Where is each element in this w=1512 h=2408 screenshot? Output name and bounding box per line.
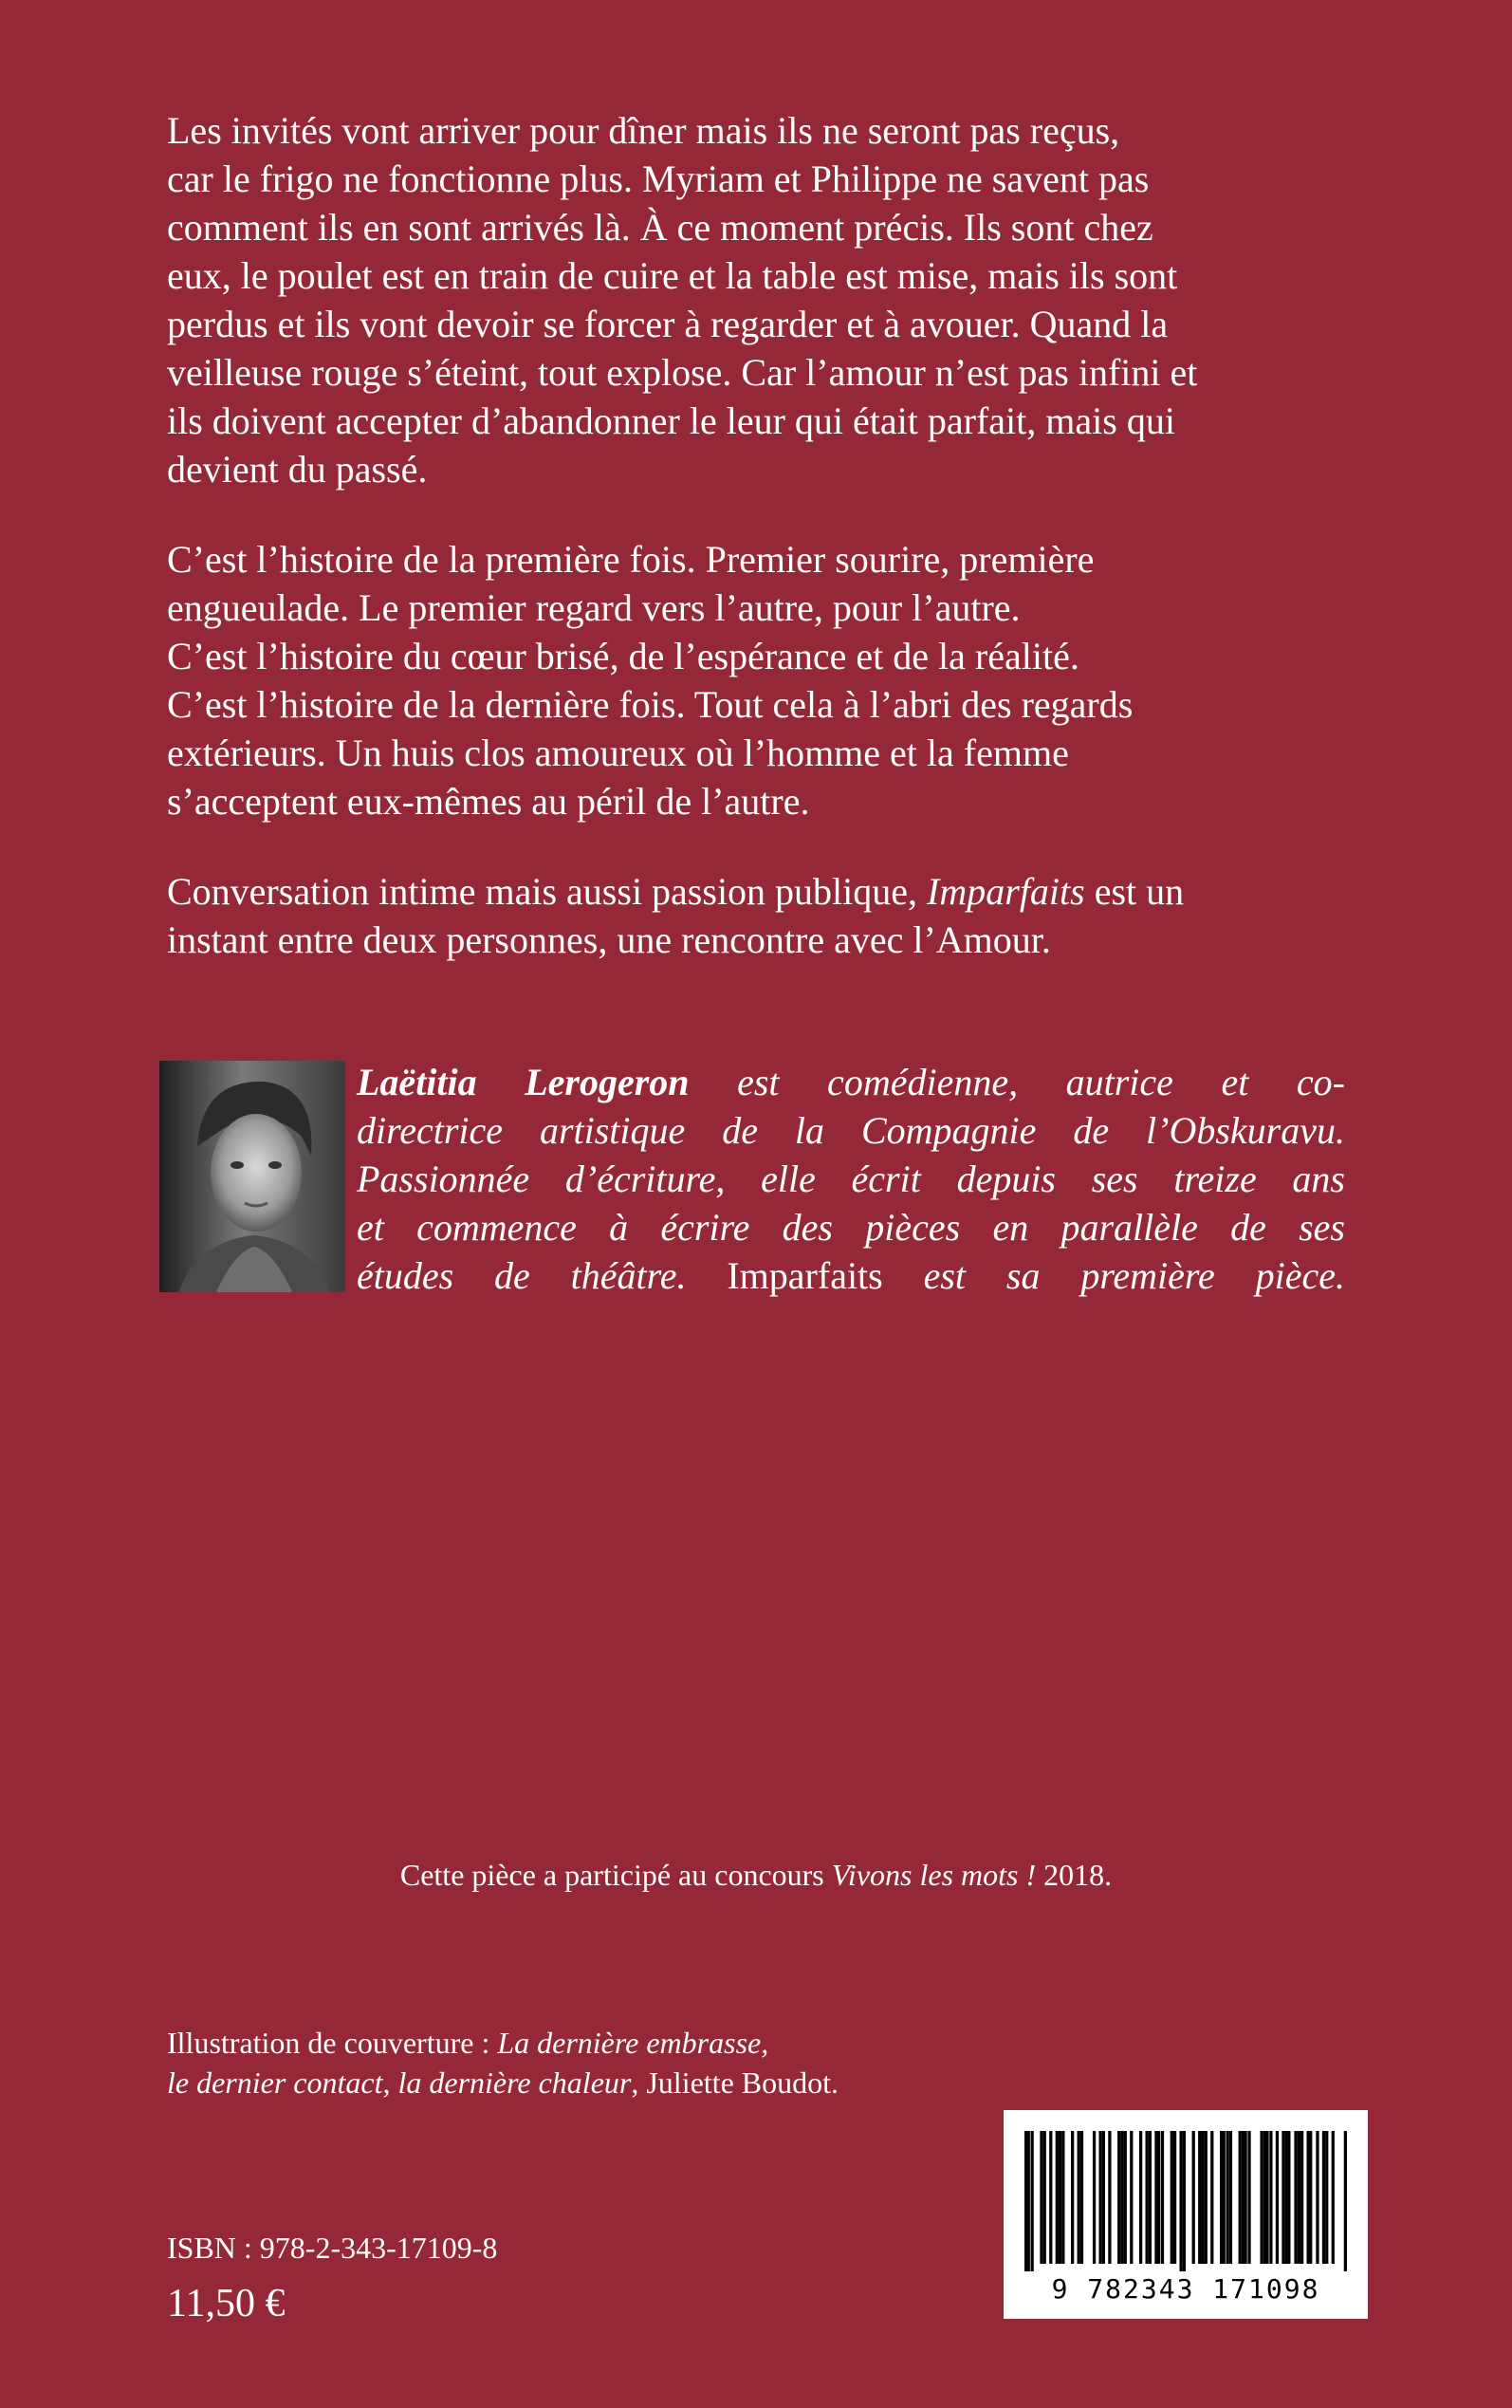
summary-line: devient du passé. (167, 448, 428, 491)
summary-line: instant entre deux personnes, une rencontre avec l’Amour. (167, 918, 1051, 961)
barcode-bar (1093, 2131, 1096, 2264)
summary-line: s’acceptent eux-mêmes au péril de l’autre. (167, 780, 810, 823)
author-bio (357, 1058, 1345, 1300)
barcode-bar (1226, 2131, 1229, 2264)
summary-line: C’est l’histoire du cœur brisé, de l’espérance et de la réalité. (167, 635, 1079, 677)
barcode-bar (1263, 2131, 1269, 2264)
summary-line: eux, le poulet est en train de cuire et la table est mise, mais ils sont (167, 254, 1178, 297)
summary-line: C’est l’histoire de la dernière fois. Tout cela à l’abri des regards (167, 683, 1134, 726)
barcode-bar (1247, 2131, 1250, 2264)
barcode-bar (1298, 2131, 1300, 2264)
barcode-bar (1061, 2131, 1064, 2264)
summary-line: car le frigo ne fonctionne plus. Myriam et Philippe ne savent pas (167, 157, 1150, 200)
summary-line: engueulade. Le premier regard vers l’autre, pour l’autre. (167, 586, 1021, 629)
barcode-bar (1149, 2131, 1152, 2264)
barcode-bar (1130, 2131, 1133, 2264)
barcode-bar (1285, 2131, 1291, 2264)
author-block (159, 1061, 1345, 1297)
author-bio-line (357, 1251, 1345, 1300)
barcode-bar (1322, 2131, 1325, 2264)
barcode-bar (1117, 2131, 1120, 2264)
author-bio-text: est sa première pièce. (882, 1254, 1345, 1297)
barcode-bar (1080, 2131, 1083, 2264)
illustration-artist: , Juliette Boudot. (631, 2065, 839, 2100)
barcode-bar (1043, 2131, 1046, 2264)
barcode-bar (1059, 2131, 1061, 2264)
barcode-bar (1332, 2131, 1335, 2264)
isbn: ISBN : 978-2-343-17109-8 (167, 2231, 498, 2265)
barcode-bar (1201, 2131, 1204, 2264)
summary-line (167, 867, 1343, 916)
illustration-title: La dernière embrasse, (497, 2026, 769, 2060)
barcode-bar (1071, 2131, 1074, 2264)
book-title: Imparfaits (927, 870, 1085, 913)
author-bio-line: directrice artistique de la Compagnie de l’Obskuravu. (357, 1109, 1345, 1152)
illustration-title: le dernier contact, la dernière chaleur (167, 2065, 632, 2100)
barcode-bar (1183, 2131, 1186, 2271)
barcode-bar (1260, 2131, 1263, 2264)
barcode-bar (1205, 2131, 1208, 2264)
summary-line: ils doivent accepter d’abandonner le leur qui était parfait, mais qui (167, 399, 1175, 442)
barcode-bar (1179, 2131, 1182, 2271)
summary-text: Conversation intime mais aussi passion publique, (167, 870, 928, 913)
barcode-bar (1124, 2131, 1127, 2264)
barcode-bar (1229, 2131, 1232, 2264)
summary-line: perdus et ils vont devoir se forcer à regarder et à avouer. Quand la (167, 303, 1169, 345)
barcode-bar (1040, 2131, 1042, 2264)
summary-paragraph-3 (167, 867, 1343, 964)
barcode-bar (1139, 2131, 1142, 2264)
contest-text: Cette pièce a participé au concours (399, 1858, 832, 1892)
author-bio-line: et commence à écrire des pièces en parallèle de ses (357, 1206, 1345, 1249)
book-title: Imparfaits (727, 1254, 883, 1297)
summary-line: Les invités vont arriver pour dîner mais ils ne seront pas reçus, (167, 109, 1120, 152)
barcode-bar (1161, 2131, 1164, 2264)
barcode-bar (1220, 2131, 1226, 2264)
contest-note (0, 1856, 1512, 1894)
barcode-bar (1316, 2131, 1318, 2264)
author-bio-line (357, 1058, 1345, 1106)
barcode-bar (1146, 2131, 1149, 2264)
author-portrait-icon (159, 1061, 345, 1292)
barcode-bar (1242, 2131, 1247, 2264)
contest-title: Vivons les mots ! (831, 1858, 1037, 1892)
author-bio-text: études de théâtre. (357, 1254, 728, 1297)
barcode-bar (1173, 2131, 1176, 2264)
summary-line: C’est l’histoire de la première fois. Premier sourire, première (167, 538, 1095, 581)
barcode-bar (1031, 2131, 1034, 2271)
barcode-bar (1192, 2131, 1195, 2264)
summary-line: extérieurs. Un huis clos amoureux où l’homme et la femme (167, 732, 1069, 774)
summary-paragraph-1 (167, 106, 1343, 493)
barcode-digits: 9 782343 171098 (1051, 2273, 1320, 2305)
barcode-bar (1239, 2131, 1242, 2264)
barcode-bar (1098, 2131, 1101, 2264)
barcode-bar (1269, 2131, 1272, 2264)
price: 11,50 € (167, 2282, 286, 2325)
cover-illustration-credit (167, 2023, 945, 2102)
barcode-bar (1276, 2131, 1279, 2264)
barcode-bar (1154, 2131, 1160, 2264)
barcode-bar (1325, 2131, 1328, 2264)
author-bio-line: Passionnée d’écriture, elle écrit depuis ses treize ans (357, 1158, 1345, 1200)
summary-text: est un (1084, 870, 1185, 913)
barcode-bar (1210, 2131, 1213, 2264)
author-photo (159, 1061, 345, 1292)
summary-line: veilleuse rouge s’éteint, tout explose. Car l’amour n’est pas infini et (167, 351, 1198, 394)
barcode-icon (1024, 2131, 1347, 2271)
barcode-bar (1120, 2131, 1123, 2264)
summary-paragraph-2 (167, 535, 1343, 825)
barcode (1004, 2110, 1368, 2319)
author-name: Laëtitia Lerogeron (357, 1061, 690, 1103)
author-bio-text: est comédienne, autrice et co- (689, 1061, 1345, 1103)
barcode-bar (1049, 2131, 1052, 2264)
barcode-bar (1294, 2131, 1297, 2264)
barcode-bar (1102, 2131, 1105, 2264)
barcode-bar (1171, 2131, 1173, 2264)
barcode-bar (1078, 2131, 1080, 2264)
barcode-bar (1108, 2131, 1111, 2264)
summary-line: comment ils en sont arrivés là. À ce moment précis. Ils sont chez (167, 206, 1153, 249)
contest-year: 2018. (1036, 1858, 1113, 1892)
barcode-bar (1307, 2131, 1313, 2264)
illustration-label: Illustration de couverture : (167, 2026, 498, 2060)
barcode-bar (1056, 2131, 1059, 2264)
barcode-bar (1344, 2131, 1347, 2271)
barcode-bar (1300, 2131, 1303, 2264)
barcode-bar (1282, 2131, 1284, 2264)
barcode-bar (1024, 2131, 1030, 2271)
